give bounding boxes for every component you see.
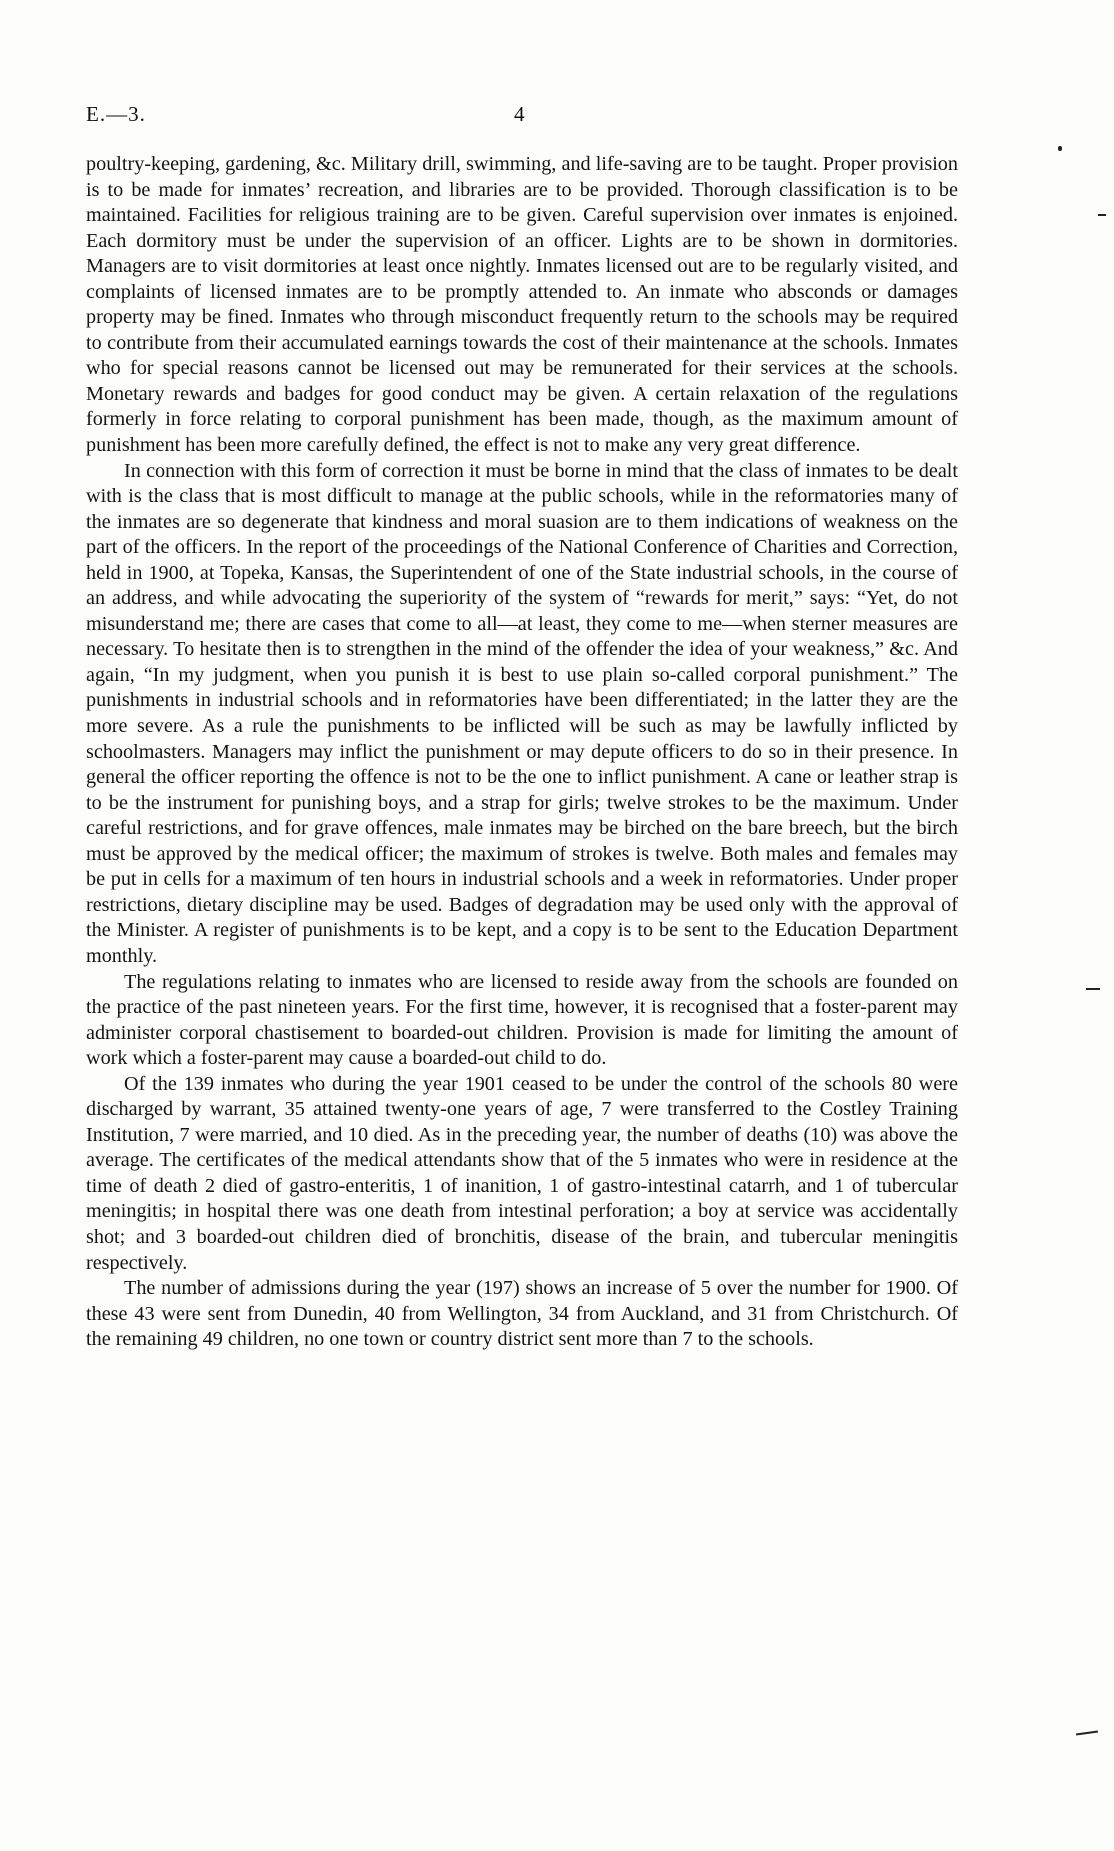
document-reference: E.—3.	[86, 102, 146, 126]
scan-mark-dash	[1098, 214, 1106, 216]
page-number: 4	[514, 102, 525, 126]
scan-mark-tick	[1076, 1730, 1098, 1735]
paragraph-licensed-inmates: The regulations relating to inmates who are licensed to reside away from the schools are founded on the practice of the past nineteen years. For the first time, however, it is recognised that a foster-parent may administer corporal chastisement to boarded-out children. Provision is made for limiting the amount of work which a foster-parent may cause a boarded-out child to do.	[86, 970, 958, 1070]
scan-mark-dot	[1058, 146, 1062, 151]
paragraph-admissions: The number of admissions during the year (197) shows an increase of 5 over the number for 1900. Of these 43 were sent from Dunedin, 40 from Wellington, 34 from Auckland, and 31 from Christchurch. Of the remaining 49 children, no one town or country district sent more than 7 to the schools.	[86, 1277, 958, 1351]
body-text	[86, 152, 958, 1353]
paragraph-discharges-deaths: Of the 139 inmates who during the year 1901 ceased to be under the control of the schools 80 were discharged by warrant, 35 attained twenty-one years of age, 7 were transferred to the Costley Training Institution, 7 were married, and 10 died. As in the preceding year, the number of deaths (10) was above the average. The certificates of the medical attendants show that of the 5 inmates who were in residence at the time of death 2 died of gastro-enteritis, 1 of inanition, 1 of gastro-intestinal catarrh, and 1 of tubercular meningitis; in hospital there was one death from intestinal perforation; a boy at service was accidentally shot; and 3 boarded-out children died of bronchitis, disease of the brain, and tubercular meningitis respectively.	[86, 1072, 958, 1274]
scan-mark-arrow	[1086, 988, 1100, 990]
paragraph-corporal-punishment: In connection with this form of correction it must be borne in mind that the class of inmates to be dealt with is the class that is most difficult to manage at the public schools, while in the reformatories many of the inmates are so degenerate that kindness and moral suasion are to them indications of weakness on the part of the officers. In the report of the proceedings of the National Conference of Charities and Correction, held in 1900, at Topeka, Kansas, the Superintendent of one of the State industrial schools, in the course of an address, and while advocating the superiority of the system of “rewards for merit,” says: “Yet, do not misunderstand me; there are cases that come to all—at least, they come to me—when sterner measures are necessary. To hesitate then is to strengthen in the mind of the offender the idea of your weakness,” &c. And again, “In my judgment, when you punish it is best to use plain so-called corporal punishment.” The punishments in industrial schools and in reformatories have been differentiated; in the latter they are the more severe. As a rule the punishments to be inflicted will be such as may be lawfully inflicted by schoolmasters. Managers may inflict the punishment or may depute officers to do so in their presence. In general the officer reporting the offence is not to be the one to inflict punishment. A cane or leather strap is to be the instrument for punishing boys, and a strap for girls; twelve strokes to be the maximum. Under careful restrictions, and for grave offences, male inmates may be birched on the bare breech, but the birch must be approved by the medical officer; the maximum of strokes is twelve. Both males and females may be put in cells for a maximum of ten hours in industrial schools and a week in reformatories. Under proper restrictions, dietary discipline may be used. Badges of degradation may be used only with the approval of the Minister. A register of punishments is to be kept, and a copy is to be sent to the Education Department monthly.	[86, 459, 958, 967]
page-header	[86, 102, 978, 132]
paragraph-regulations: poultry-keeping, gardening, &c. Military drill, swimming, and life-saving are to be taught. Proper provision is to be made for inmates’ recreation, and libraries are to be provided. Thorough classification is to be maintained. Facilities for religious training are to be given. Careful supervision over inmates is enjoined. Each dormitory must be under the supervision of an officer. Lights are to be shown in dormitories. Managers are to visit dormitories at least once nightly. Inmates licensed out are to be regularly visited, and complaints of licensed inmates are to be promptly attended to. An inmate who absconds or damages property may be fined. Inmates who through misconduct frequently return to the schools may be required to contribute from their accumulated earnings towards the cost of their maintenance at the schools. Inmates who for special reasons cannot be licensed out may be remunerated for their services at the schools. Monetary rewards and badges for good conduct may be given. A certain relaxation of the regulations formerly in force relating to corporal punishment has been made, though, as the maximum amount of punishment has been more carefully defined, the effect is not to make any very great difference.	[86, 153, 958, 457]
